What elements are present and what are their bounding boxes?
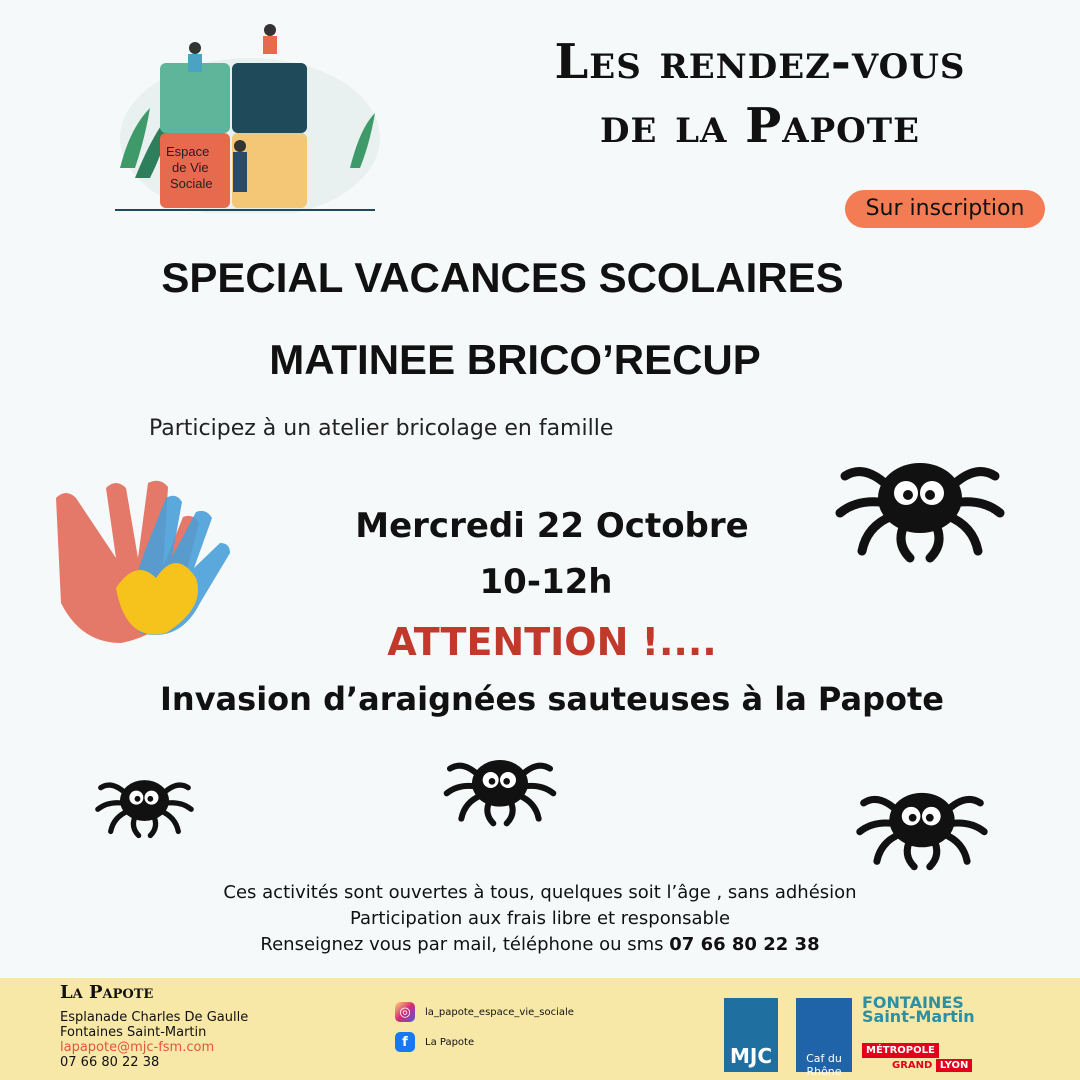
subtitle: Participez à un atelier bricolage en famille: [149, 416, 614, 441]
info-line-1: Ces activités sont ouvertes à tous, quelques soit l’âge , sans adhésion: [223, 882, 857, 903]
svg-text:Sociale: Sociale: [170, 176, 213, 191]
info-block: [0, 880, 1080, 958]
social-links: [395, 1000, 574, 1060]
fsm-line-1: FONTAINES: [862, 993, 964, 1012]
title-line-2: de la Papote: [600, 98, 920, 154]
registration-badge: Sur inscription: [845, 190, 1045, 228]
info-line-3-text: Renseignez vous par mail, téléphone ou sms: [260, 934, 670, 955]
event-time: 10-12h: [479, 562, 613, 602]
instagram-handle: la_papote_espace_vie_sociale: [425, 1006, 574, 1018]
info-line-2: Participation aux frais libre et responsable: [349, 908, 731, 929]
footer-phone[interactable]: 07 66 80 22 38: [60, 1055, 160, 1070]
fsm-line-2: Saint-Martin: [862, 1007, 975, 1026]
facebook-link[interactable]: [395, 1030, 574, 1054]
footer: [0, 978, 1080, 1080]
facebook-handle: La Papote: [425, 1036, 475, 1048]
spider-icon: [92, 762, 197, 842]
svg-text:de Vie: de Vie: [172, 160, 209, 175]
spider-icon: [440, 740, 560, 830]
metro-lyon: LYON: [936, 1059, 973, 1072]
logo-text: Espace: [166, 144, 210, 159]
invasion-text: Invasion d’araignées sauteuses à la Papote: [160, 680, 944, 718]
facebook-icon: f: [395, 1032, 415, 1052]
headline-matinee: MATINEE BRICO’RECUP: [269, 336, 761, 383]
title-line-1: Les rendez-vous: [554, 34, 966, 90]
spider-icon: [852, 772, 992, 872]
mjc-logo: MJC: [724, 998, 778, 1072]
metropole-logo: [862, 1038, 972, 1071]
espace-vie-sociale-logo: [100, 18, 385, 213]
page-title: [440, 30, 1080, 158]
metro-line-1: MÉTROPOLE: [862, 1043, 939, 1058]
metro-grand: GRAND: [892, 1060, 933, 1071]
fontaines-logo: [862, 993, 975, 1026]
headline-special: SPECIAL VACANCES SCOLAIRES: [161, 254, 844, 301]
info-phone[interactable]: 07 66 80 22 38: [669, 934, 820, 955]
metro-line-2: [862, 1060, 972, 1071]
footer-email[interactable]: lapapote@mjc-fsm.com: [60, 1040, 215, 1055]
footer-name: La Papote: [60, 982, 154, 1003]
caf-logo: Caf du Rhône: [796, 998, 852, 1072]
instagram-icon: ◎: [395, 1002, 415, 1022]
instagram-link[interactable]: [395, 1000, 574, 1024]
event-date: Mercredi 22 Octobre: [355, 506, 749, 546]
address-line-2: Fontaines Saint-Martin: [60, 1025, 207, 1040]
info-line-3: [0, 932, 1080, 958]
address-line-1: Esplanade Charles De Gaulle: [60, 1010, 249, 1025]
attention-label: ATTENTION !....: [387, 620, 717, 664]
footer-address: [60, 1010, 248, 1070]
spider-icon: [830, 438, 1010, 563]
